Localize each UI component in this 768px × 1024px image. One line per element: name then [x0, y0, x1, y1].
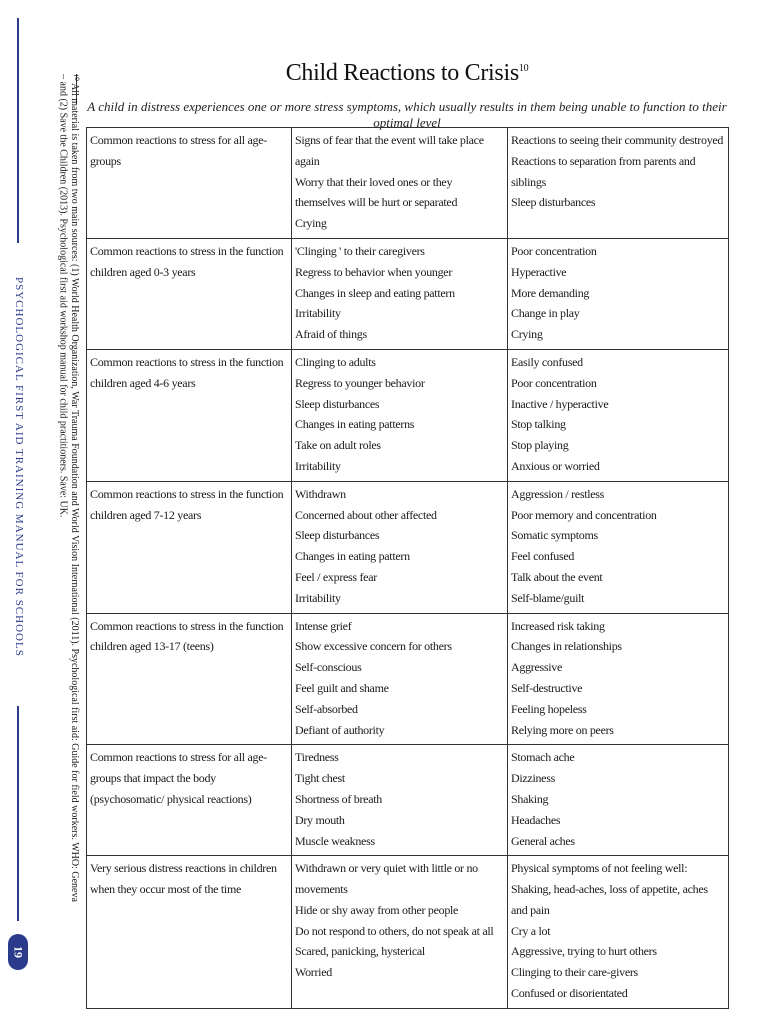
reaction-item: Feel confused: [511, 549, 575, 564]
reaction-item: Changes in sleep and eating pattern: [295, 285, 455, 300]
reactions-cell: [508, 238, 729, 349]
reaction-item: Withdrawn: [295, 486, 346, 501]
reaction-item: Stomach ache: [511, 750, 575, 765]
reaction-item: Talk about the event: [511, 569, 603, 584]
reaction-item: Regress to younger behavior: [295, 375, 425, 390]
reaction-item: Tiredness: [295, 750, 339, 765]
page-title-text: Child Reactions to Crisis: [285, 60, 519, 86]
reaction-item: Poor concentration: [511, 243, 597, 258]
reactions-cell: [508, 745, 729, 856]
age-group-cell: [87, 745, 292, 856]
reaction-item: Change in play: [511, 306, 580, 321]
reaction-item: Tight chest: [295, 771, 345, 786]
table-row: [87, 238, 729, 349]
reaction-item: Self-blame/guilt: [511, 590, 585, 605]
reactions-cell: [508, 349, 729, 481]
reactions-table-body: [87, 128, 729, 1009]
reaction-item: Worry that their loved ones or they themselves will be hurt or separated: [295, 174, 458, 210]
reaction-item: Feeling hopeless: [511, 701, 587, 716]
reaction-item: Crying: [295, 216, 327, 231]
reaction-item: Relying more on peers: [511, 722, 614, 737]
reaction-item: Inactive / hyperactive: [511, 396, 609, 411]
reaction-item: Physical symptoms of not feeling well: Shaking, head-aches, loss of appetite, aches and pain: [511, 861, 708, 917]
reaction-item: Aggression / restless: [511, 486, 605, 501]
age-group-label: Common reactions to stress for all age-groups: [90, 133, 267, 168]
footnote: ¹⁰ All material is taken from two main sources: (1) World Health Organization, War Trauma Foundation and World Vision International (2011). Psychological first aid: Guide for field workers. WHO: Geneva – and (2) Save the Children (2013). Psychological first aid workshop manual for child practitioners. Save: UK.: [57, 74, 80, 902]
age-group-label: Very serious distress reactions in children when they occur most of the time: [90, 861, 277, 897]
reaction-item: Clinging to adults: [295, 354, 376, 369]
reaction-item: Hyperactive: [511, 264, 567, 279]
reaction-item: Irritability: [295, 458, 341, 473]
age-group-label: Common reactions to stress for all age-groups that impact the body (psychosomatic/ physical reactions): [90, 750, 267, 806]
page-title: [86, 60, 728, 87]
age-group-cell: [87, 238, 292, 349]
reactions-cell: [508, 481, 729, 613]
reaction-item: Scared, panicking, hysterical: [295, 944, 425, 959]
reaction-item: Shaking: [511, 791, 549, 806]
reaction-item: Regress to behavior when younger: [295, 264, 453, 279]
reaction-item: Dizziness: [511, 771, 555, 786]
reaction-item: Irritability: [295, 306, 341, 321]
title-footnote-ref: 10: [518, 63, 529, 74]
age-group-cell: [87, 613, 292, 745]
reaction-item: Stop talking: [511, 417, 566, 432]
running-title: PSYCHOLOGICAL FIRST AID TRAINING MANUAL FOR SCHOOLS: [13, 277, 25, 657]
reactions-cell: [292, 481, 508, 613]
reaction-item: Shortness of breath: [295, 791, 382, 806]
reaction-item: Defiant of authority: [295, 722, 385, 737]
reaction-item: Self-absorbed: [295, 701, 358, 716]
reaction-item: Show excessive concern for others: [295, 639, 452, 654]
reaction-item: Crying: [511, 327, 543, 342]
table-row: [87, 856, 729, 1009]
sidebar-rule-bottom: [17, 706, 19, 921]
reaction-item: General aches: [511, 833, 575, 848]
age-group-label: Common reactions to stress in the function children aged 0-3 years: [90, 243, 284, 279]
reaction-item: Do not respond to others, do not speak at all: [295, 923, 494, 938]
reaction-item: Sleep disturbances: [295, 528, 380, 543]
reaction-item: Increased risk taking: [511, 618, 605, 633]
age-group-label: Common reactions to stress in the function children aged 4-6 years: [90, 354, 284, 390]
reaction-item: Changes in eating pattern: [295, 549, 410, 564]
reaction-item: Sleep disturbances: [511, 195, 596, 210]
reactions-table: [86, 127, 729, 1009]
reaction-item: Aggressive, trying to hurt others: [511, 944, 657, 959]
page-subtitle: A child in distress experiences one or more stress symptoms, which usually results in them being unable to function to their optimal level: [87, 99, 727, 130]
reaction-item: Afraid of things: [295, 327, 367, 342]
reaction-item: Concerned about other affected: [295, 507, 437, 522]
reaction-item: 'Clinging ' to their caregivers: [295, 243, 425, 258]
reaction-item: Poor concentration: [511, 375, 597, 390]
table-row: [87, 745, 729, 856]
reactions-cell: [508, 128, 729, 239]
reactions-cell: [292, 238, 508, 349]
reaction-item: Stop playing: [511, 438, 569, 453]
reaction-item: Worried: [295, 965, 332, 980]
reaction-item: Somatic symptoms: [511, 528, 598, 543]
reaction-item: Poor memory and concentration: [511, 507, 657, 522]
age-group-cell: [87, 128, 292, 239]
reaction-item: Reactions to separation from parents and siblings: [511, 153, 696, 189]
sidebar-rule-top: [17, 18, 19, 243]
reaction-item: Clinging to their care-givers: [511, 965, 638, 980]
page-number-badge: [8, 934, 28, 970]
page-number: 19: [11, 946, 26, 958]
reactions-cell: [508, 856, 729, 1009]
reaction-item: Feel / express fear: [295, 569, 377, 584]
age-group-cell: [87, 481, 292, 613]
reactions-cell: [292, 128, 508, 239]
reaction-item: Changes in relationships: [511, 639, 622, 654]
reaction-item: Cry a lot: [511, 923, 551, 938]
reaction-item: Headaches: [511, 812, 561, 827]
age-group-cell: [87, 349, 292, 481]
reaction-item: Muscle weakness: [295, 833, 375, 848]
reaction-item: Signs of fear that the event will take place again: [295, 133, 484, 168]
reactions-cell: [292, 856, 508, 1009]
reaction-item: Changes in eating patterns: [295, 417, 415, 432]
age-group-label: Common reactions to stress in the function children aged 7-12 years: [90, 486, 284, 522]
table-row: [87, 481, 729, 613]
reaction-item: Sleep disturbances: [295, 396, 380, 411]
age-group-label: Common reactions to stress in the function children aged 13-17 (teens): [90, 618, 284, 654]
reaction-item: Anxious or worried: [511, 458, 600, 473]
reaction-item: Withdrawn or very quiet with little or no movements: [295, 861, 478, 897]
reaction-item: Confused or disorientated: [511, 986, 628, 1001]
table-row: [87, 349, 729, 481]
reaction-item: Take on adult roles: [295, 438, 381, 453]
reaction-item: Self-destructive: [511, 680, 583, 695]
reaction-item: Hide or shy away from other people: [295, 902, 459, 917]
reaction-item: Feel guilt and shame: [295, 680, 389, 695]
reactions-cell: [292, 349, 508, 481]
reaction-item: Intense grief: [295, 618, 352, 633]
reaction-item: Reactions to seeing their community destroyed: [511, 133, 724, 147]
table-row: [87, 613, 729, 745]
age-group-cell: [87, 856, 292, 1009]
reactions-cell: [292, 613, 508, 745]
reaction-item: Aggressive: [511, 660, 562, 675]
reaction-item: Irritability: [295, 590, 341, 605]
table-row: [87, 128, 729, 239]
reactions-cell: [508, 613, 729, 745]
reaction-item: Self-conscious: [295, 660, 362, 675]
reaction-item: More demanding: [511, 285, 590, 300]
reactions-cell: [292, 745, 508, 856]
reaction-item: Dry mouth: [295, 812, 345, 827]
reaction-item: Easily confused: [511, 354, 583, 369]
